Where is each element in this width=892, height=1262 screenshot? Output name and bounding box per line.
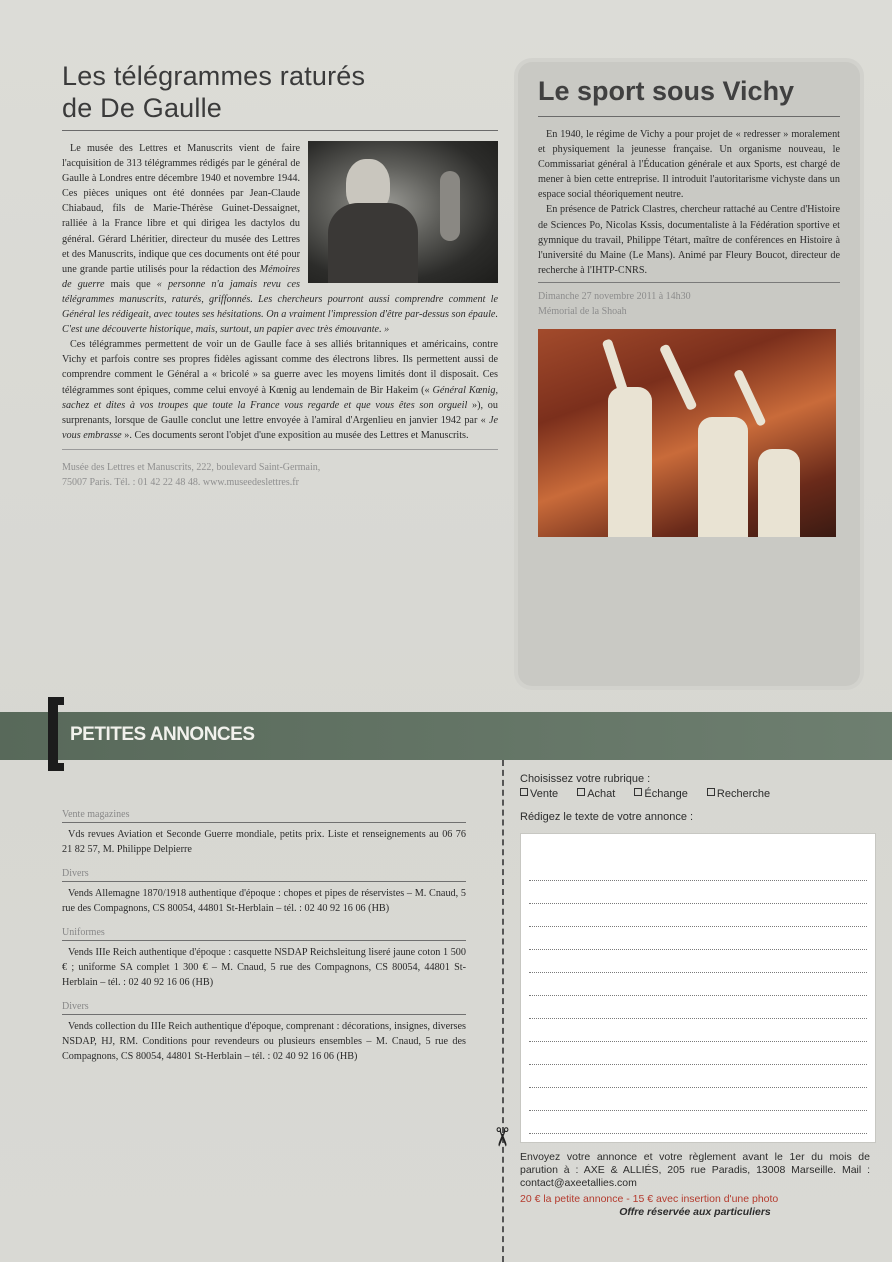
option-echange[interactable] [634,788,695,800]
checkbox-icon[interactable] [577,788,585,796]
poster-figure-3 [758,449,800,537]
rubric-options [520,787,880,802]
write-line [529,973,867,996]
banner-title: PETITES ANNONCES [70,724,255,745]
museum-caption [62,460,498,490]
poster-figure-1 [608,387,652,537]
box-event-rule [538,282,840,283]
checkbox-icon[interactable] [520,788,528,796]
para2-quote: Général Kœnig, sachez et dites à vos troupes que toute la France vous regarde et que vous êtes son orgueil [62,384,498,411]
ad-text: Vends collection du IIIe Reich authentique d'époque, comprenant : décorations, insignes, diverses NSDAP, HJ, RM. Conditions pour revendeurs ou plusieurs ensembles – M. Cnaud, 5 rue des Compagnons, CS 80054, 44801 St-Herblain – tél. : 02 40 92 16 06 (HB) [62,1021,466,1062]
photo-microphone [440,171,460,241]
ad-order-form [520,772,880,1219]
box-title-rule [538,116,840,117]
article-telegrammes [62,60,498,490]
ad-text: Vds revues Aviation et Seconde Guerre mondiale, petits prix. Liste et renseignements au 06 76 21 82 57, M. Philippe Delpierre [62,829,466,855]
write-line [529,904,867,927]
title-line-2: de De Gaulle [62,93,222,123]
box-paragraph-2: En présence de Patrick Clastres, chercheur rattaché au Centre d'Histoire de Sciences Po, Nicolas Kssis, documentaliste à la Fédération sportive et gymnique du travail, Philippe Tétart, maître de conférences en Histoire à l'université du Maine (Le Mans). Animé par Fleury Boucot, directeur de recherche à l'IHTP-CNRS. [538,204,840,276]
write-line [529,1019,867,1042]
form-price: 20 € la petite annonce - 15 € avec insertion d'une photo [520,1193,779,1205]
write-line [529,1042,867,1065]
para1-quote: « personne n'a jamais revu ces télégrammes manuscrits, raturés, griffonnés. Les chercheurs pourront aussi comprendre comment le Général les rédigeait, avec toutes ses hésitations. On a vraiment l'impression d'être par-dessus son épaule. C'est une découverte historique, mais, surtout, un papier avec très émouvante. » [62,278,498,336]
article-sport-vichy-box [518,62,860,686]
caption-rule [62,449,498,450]
write-ad-label: Rédigez le texte de votre annonce : [520,811,694,823]
form-offer: Offre réservée aux particuliers [619,1206,771,1218]
box-inner [538,74,840,537]
classified-ads-list [62,808,466,1074]
article-paragraph-2 [62,337,498,443]
photo-figure-body [328,203,418,283]
option-label: Échange [644,788,688,800]
para1-book-title: Mémoires de guerre [62,263,300,290]
poster-arm-2 [659,343,698,411]
option-recherche[interactable] [707,788,778,800]
write-line [529,1111,867,1134]
scissors-icon: ✂ [485,1126,516,1148]
box-title: Le sport sous Vichy [538,76,795,106]
checkbox-icon[interactable] [707,788,715,796]
write-line [529,858,867,881]
option-vente[interactable] [520,788,566,800]
write-line [529,1065,867,1088]
ad-category: Divers [62,867,466,882]
para1-text: Le musée des Lettres et Manuscrits vient de faire l'acquisition de 313 télégrammes rédigés par le général de Gaulle à Londres entre décembre 1940 et novembre 1944. Ces pièces uniques ont été données par Jean-Claude Chiabaud, fils de Marie-Thérèse Guinet-Dessaignet, ralliée à la France libre et qui dirigea les dactylos du général. Gérard Lhéritier, directeur du musée des Lettres et des Manuscrits, indique que ces documents ont été pour une grande partie utilisés pour la rédaction des [62,143,300,275]
para2-text: Ces télégrammes permettent de voir un de Gaulle face à ses alliés britanniques et américains, contre Vichy et parfois contre ses propres fidèles agissant comme des électrons libres. Ils permettent aussi de comprendre comment le Général a « bricolé » sa guerre avec les moyens limités dont il disposait. Ces télégrammes sont épiques, comme celui envoyé à Kœnig au lendemain de Bir Hakeim (« [62,339,498,396]
write-line [529,996,867,1019]
checkbox-icon[interactable] [634,788,642,796]
ad-text: Vends IIIe Reich authentique d'époque : casquette NSDAP Reichsleitung liseré jaune coton 1 500 € ; uniforme SA complet 1 300 € – M. Cnaud, 5 rue des Compagnons, CS 80054, 44801 St-Herblain – tél. : 02 40 92 16 06 (HB) [62,947,466,988]
ad-item [62,1000,466,1064]
write-line [529,881,867,904]
ad-item [62,808,466,857]
caption-line-1: Musée des Lettres et Manuscrits, 222, boulevard Saint-Germain, [62,461,321,473]
de-gaulle-photo [308,141,498,283]
write-line [529,927,867,950]
cut-line [502,760,504,1262]
option-label: Vente [530,788,559,800]
event-info [538,289,840,319]
option-label: Achat [587,788,616,800]
title-rule [62,130,498,131]
para2-text-2: »), ou surprenants, lorsque de Gaulle conclut une lettre envoyée à l'amiral d'Argenlieu en janvier 1942 par « [62,399,498,426]
banner-bracket [48,697,64,771]
ad-item [62,867,466,916]
caption-line-2: 75007 Paris. Tél. : 01 42 22 48 48. www.museedeslettres.fr [62,476,299,488]
para2-text-3: ». Ces documents seront l'objet d'une exposition au musée des Lettres et Manuscrits. [121,429,469,441]
para1-text-2: mais que [104,278,157,290]
choose-rubric-label: Choisissez votre rubrique : [520,773,651,785]
article-title [62,60,498,124]
event-place: Mémorial de la Shoah [538,305,627,317]
title-line-1: Les télégrammes raturés [62,61,366,91]
box-paragraph-1: En 1940, le régime de Vichy a pour projet de « redresser » moralement et physiquement la jeunesse française. Un organisme nouveau, le Commissariat général à l'Éducation générale et aux Sports, est chargé de mener à bien cette entreprise. Il introduit l'autoritarisme vichyste dans un espace social théoriquement neutre. [538,129,840,201]
ad-category: Uniformes [62,926,466,941]
vichy-poster-image [538,329,836,537]
ad-text-area[interactable] [520,833,876,1143]
ad-text: Vends Allemagne 1870/1918 authentique d'époque : chopes et pipes de réservistes – M. Cnaud, 5 rue des Compagnons, CS 80054, 44801 St-Herblain – tél. : 02 40 92 16 06 (HB) [62,888,466,914]
para2-quote-2: Je vous embrasse [62,414,498,441]
write-line [529,1088,867,1111]
ad-category: Divers [62,1000,466,1015]
option-achat[interactable] [577,788,623,800]
event-date: Dimanche 27 novembre 2011 à 14h30 [538,290,691,302]
poster-figure-2 [698,417,748,537]
write-line [529,950,867,973]
ad-item [62,926,466,990]
ad-category: Vente magazines [62,808,466,823]
form-send-note: Envoyez votre annonce et votre règlement avant le 1er du mois de parution à : AXE & ALLIÉS, 205 rue Paradis, 13008 Marseille. Mail : contact@axeetallies.com [520,1151,870,1189]
option-label: Recherche [716,788,771,800]
